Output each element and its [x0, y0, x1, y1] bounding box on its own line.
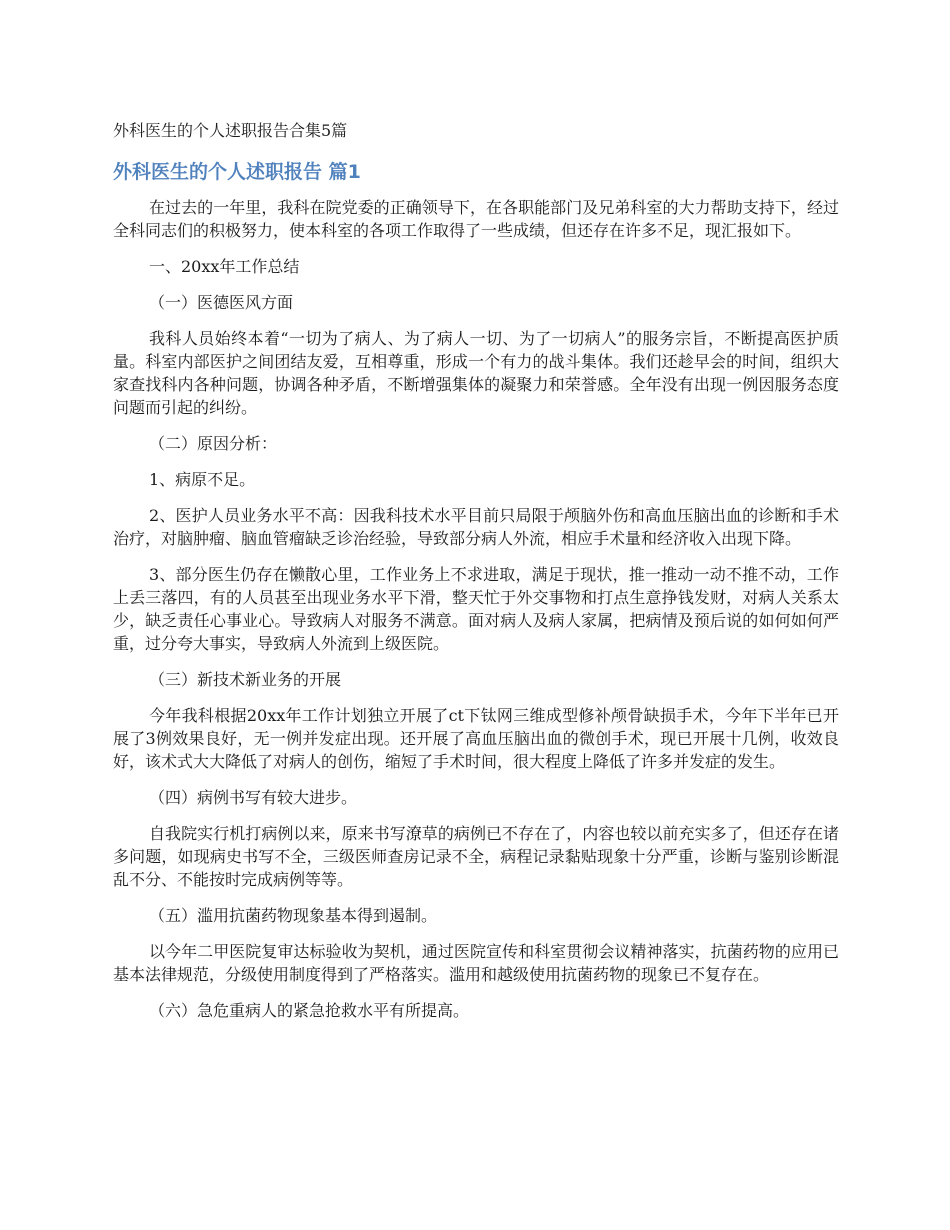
section-heading: 外科医生的个人述职报告 篇1	[113, 161, 361, 183]
paragraph-records: 自我院实行机打病例以来，原来书写潦草的病例已不存在了，内容也较以前充实多了，但还存在诸多问题，如现病史书写不全，三级医师查房记录不全，病程记录黏贴现象十分严重，诊断与鉴别诊断混乱不分、不能按时完成病例等等。	[113, 824, 839, 889]
paragraph-intro: 在过去的一年里，我科在院党委的正确领导下，在各职能部门及兄弟科室的大力帮助支持下，经过全科同志们的积极努力，使本科室的各项工作取得了一些成绩，但还存在许多不足，现汇报如下。	[113, 198, 839, 240]
paragraph-summary-heading: 一、20xx年工作总结	[149, 257, 300, 276]
paragraph-subheading-3: （三）新技术新业务的开展	[149, 670, 342, 689]
paragraph-subheading-1: （一）医德医风方面	[149, 293, 294, 312]
document-title: 外科医生的个人述职报告合集5篇	[113, 121, 348, 140]
paragraph-reason-3: 3、部分医生仍存在懒散心里，工作业务上不求进取，满足于现状，推一推动一动不推不动，工作上丢三落四，有的人员甚至出现业务水平下滑，整天忙于外交事物和打点生意挣钱发财，对病人关系太少，缺乏责任心事业心。导致病人对服务不满意。面对病人及病人家属，把病情及预后说的如何如何严重，过分夸大事实，导致病人外流到上级医院。	[113, 565, 839, 653]
paragraph-subheading-4: （四）病例书写有较大进步。	[149, 788, 358, 807]
paragraph-subheading-6: （六）急危重病人的紧急抢救水平有所提高。	[149, 1001, 470, 1020]
document-page	[113, 118, 839, 1035]
paragraph-ethics: 我科人员始终本着“一切为了病人、为了病人一切、为了一切病人”的服务宗旨，不断提高医护质量。科室内部医护之间团结友爱，互相尊重，形成一个有力的战斗集体。我们还趁早会的时间，组织大家查找科内各种问题，协调各种矛盾，不断增强集体的凝聚力和荣誉感。全年没有出现一例因服务态度问题而引起的纠纷。	[113, 329, 839, 417]
paragraph-antibiotics: 以今年二甲医院复审达标验收为契机，通过医院宣传和科室贯彻会议精神落实，抗菌药物的应用已基本法律规范，分级使用制度得到了严格落实。滥用和越级使用抗菌药物的现象已不复存在。	[113, 942, 839, 984]
paragraph-subheading-5: （五）滥用抗菌药物现象基本得到遏制。	[149, 906, 438, 925]
paragraph-new-tech: 今年我科根据20xx年工作计划独立开展了ct下钛网三维成型修补颅骨缺损手术，今年下半年已开展了3例效果良好，无一例并发症出现。还开展了高血压脑出血的微创手术，现已开展十几例，收效良好，该术式大大降低了对病人的创伤，缩短了手术时间，很大程度上降低了许多并发症的发生。	[113, 706, 839, 771]
paragraph-reason-2: 2、医护人员业务水平不高：因我科技术水平目前只局限于颅脑外伤和高血压脑出血的诊断和手术治疗，对脑肿瘤、脑血管瘤缺乏诊治经验，导致部分病人外流，相应手术量和经济收入出现下降。	[113, 506, 839, 548]
paragraph-subheading-2: （二）原因分析：	[149, 434, 278, 453]
paragraph-reason-1: 1、病原不足。	[149, 470, 256, 489]
